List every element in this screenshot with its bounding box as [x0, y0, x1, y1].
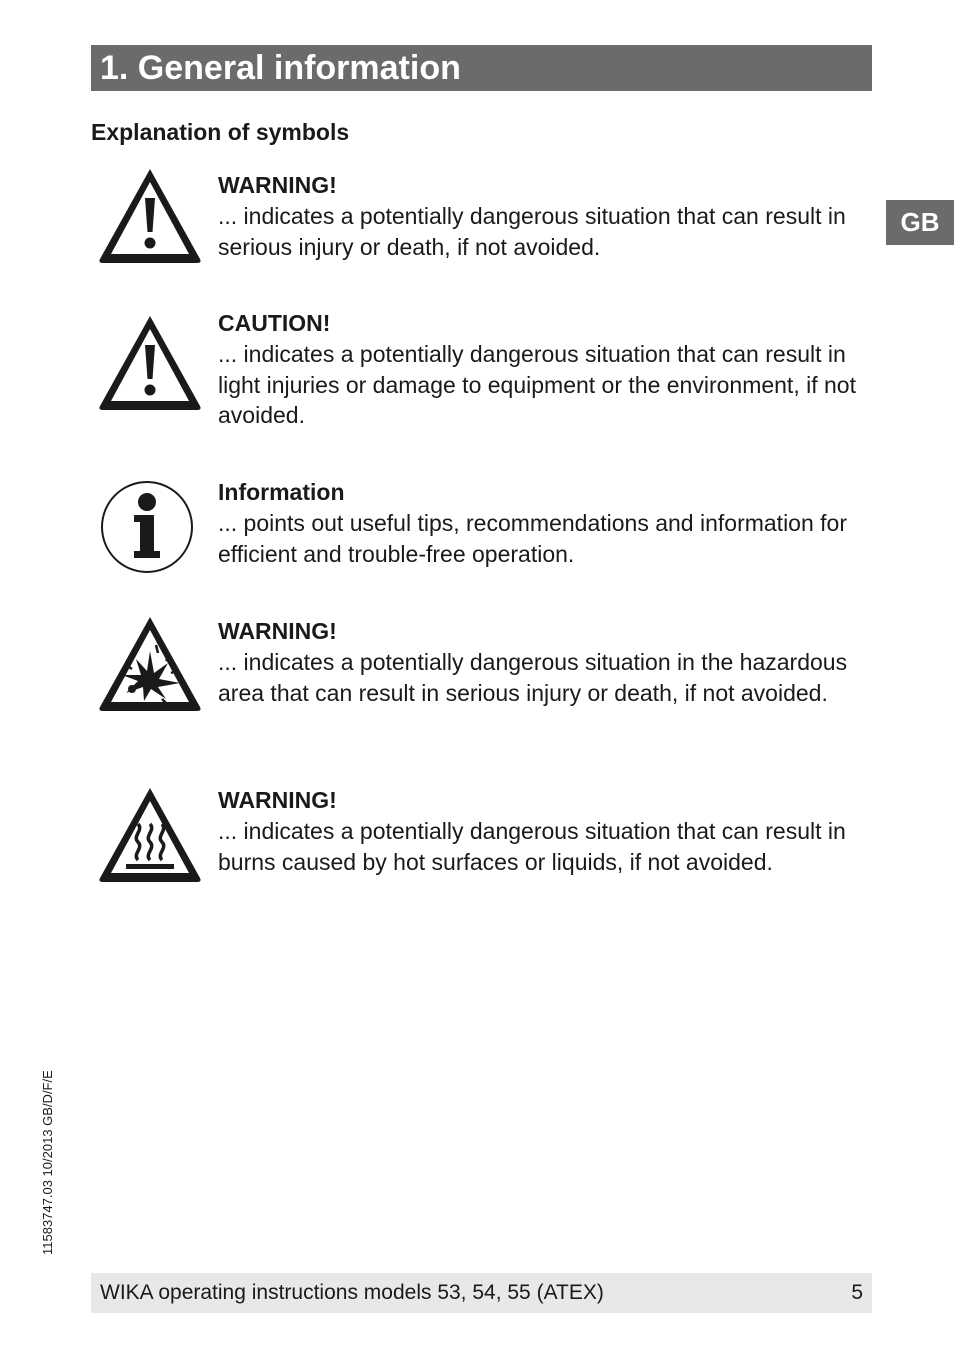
symbol-description: ... indicates a potentially dangerous situation that can result in light injuries or damage to equipment or the environment, if not avoided.: [218, 340, 856, 429]
hot-surface-warning-icon: [96, 784, 204, 884]
document-code: 11583747.03 10/2013 GB/D/F/E: [40, 1070, 55, 1255]
symbol-description: ... indicates a potentially dangerous situation in the hazardous area that can result in serious injury or death, if not avoided.: [218, 648, 848, 706]
page-title: 1. General information: [91, 45, 872, 91]
symbol-entry-caution: [218, 308, 878, 431]
caution-exclamation-icon: [96, 312, 204, 412]
symbol-title: Information: [218, 479, 345, 505]
section-heading: Explanation of symbols: [91, 119, 350, 145]
symbol-description: ... indicates a potentially dangerous situation that can result in burns caused by hot surfaces or liquids, if not avoided.: [218, 817, 846, 875]
symbol-title: CAUTION!: [218, 310, 331, 336]
warning-exclamation-icon: [96, 165, 204, 265]
symbol-entry-information: [218, 477, 878, 569]
footer: [91, 1273, 872, 1313]
information-icon: [96, 478, 204, 578]
symbol-title: WARNING!: [218, 787, 337, 813]
symbol-entry-explosion-warning: [218, 616, 878, 708]
explosion-warning-icon: [96, 613, 204, 713]
symbol-description: ... indicates a potentially dangerous situation that can result in serious injury or death, if not avoided.: [218, 202, 846, 260]
symbol-entry-warning: [218, 170, 878, 262]
language-tab: GB: [886, 200, 954, 245]
symbol-title: WARNING!: [218, 618, 337, 644]
symbol-entry-hot-surface-warning: [218, 785, 878, 877]
footer-text: WIKA operating instructions models 53, 54, 55 (ATEX): [100, 1281, 604, 1304]
symbol-title: WARNING!: [218, 172, 337, 198]
symbol-description: ... points out useful tips, recommendations and information for efficient and trouble-free operation.: [218, 509, 847, 567]
page-number: 5: [851, 1281, 863, 1304]
